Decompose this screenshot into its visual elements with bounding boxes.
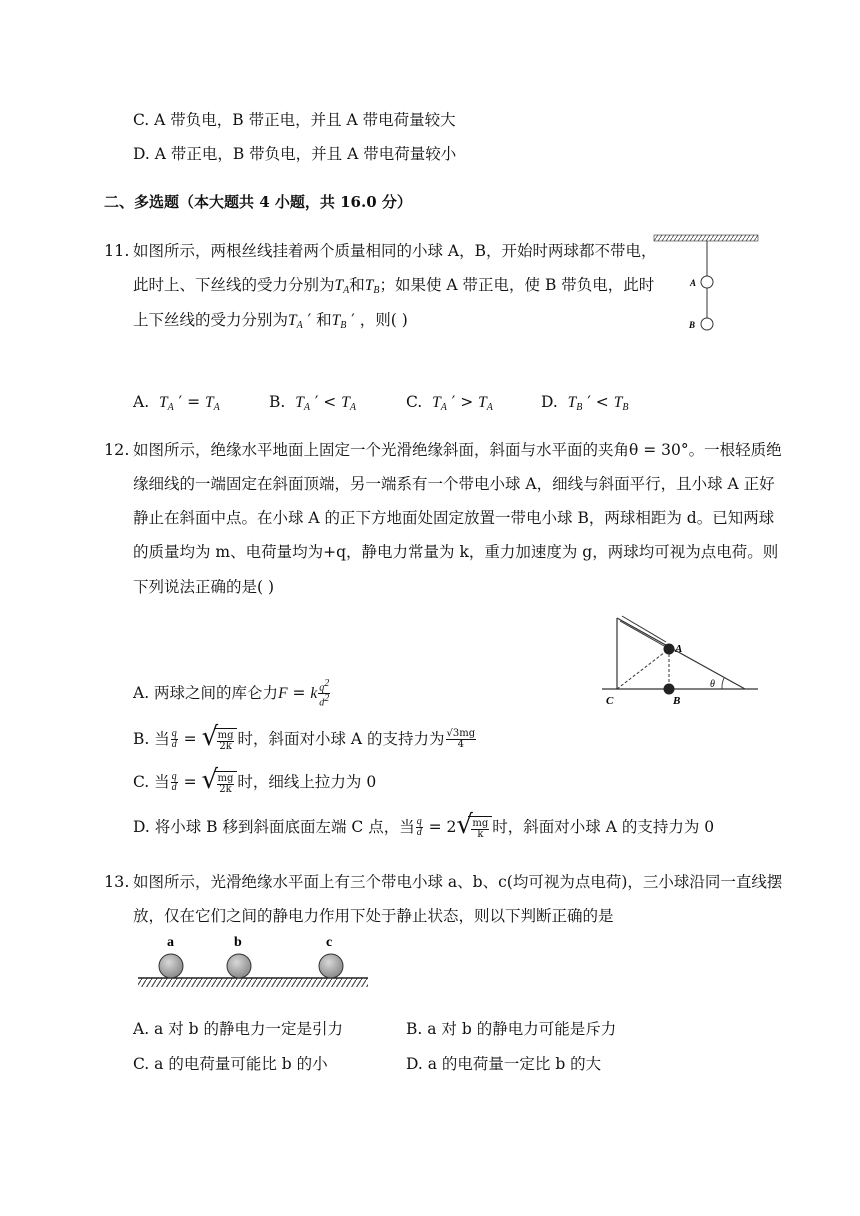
section-heading-multi-choice: 二、多选题（本大题共 4 小题，共 16.0 分） (104, 193, 412, 211)
q11-fig-label-b: B (689, 320, 696, 330)
q10-option-d: D. A 带正电，B 带负电，并且 A 带电荷量较小 (133, 145, 457, 163)
q11-option-b[interactable]: B. $T_A$ ′ < $T_A$ (269, 393, 356, 413)
q10-option-c: C. A 带负电，B 带正电，并且 A 带电荷量较大 (133, 111, 456, 129)
q12-fig-label-a: A (675, 643, 683, 655)
q13-fig-label-a: a (167, 935, 174, 950)
question-number-11: 11. (104, 241, 130, 260)
q12-line-2: 缘细线的一端固定在斜面顶端，另一端系有一个带电小球 A，细线与斜面平行，且小球 A 正好 (133, 475, 775, 493)
q12-fig-theta: θ (710, 679, 715, 690)
q12-option-d[interactable]: D. 将小球 B 移到斜面底面左端 C 点，当 $\frac{q}{d}$ = 2 √ $\frac{mg}{k}$ 时，斜面对小球 A 的支持力为 0 (133, 810, 715, 840)
q13-fig-label-b: b (234, 935, 242, 950)
q13-option-c[interactable]: C. a 的电荷量可能比 b 的小 (133, 1055, 328, 1073)
q11-fig-label-a: A (690, 278, 697, 288)
question-number-13: 13. (104, 872, 130, 891)
question-number-12: 12. (104, 440, 130, 459)
q12-line-5: 下列说法正确的是( ) (133, 578, 275, 596)
q11-hanging-balls-figure (652, 232, 762, 342)
q13-three-balls-figure (136, 932, 372, 994)
q11-option-c[interactable]: C. $T_A$ ′ > $T_A$ (406, 393, 493, 413)
q13-line-2: 放，仅在它们之间的静电力作用下处于静止状态，则以下判断正确的是 (133, 907, 614, 925)
q12-incline-figure (600, 612, 762, 708)
q13-option-d[interactable]: D. a 的电荷量一定比 b 的大 (406, 1055, 602, 1073)
q12-fig-label-c: C (606, 695, 614, 707)
q11-line-1: 如图所示，两根丝线挂着两个质量相同的小球 A，B，开始时两球都不带电， (133, 242, 657, 260)
q12-option-c[interactable]: C. 当 $\frac{q}{d}$ = √ $\frac{mg}{2k}$ 时，细线上拉力为 0 (133, 765, 377, 795)
q13-option-a[interactable]: A. a 对 b 的静电力一定是引力 (133, 1020, 343, 1038)
q12-line-3: 静止在斜面中点。在小球 A 的正下方地面处固定放置一带电小球 B，两球相距为 d。已知两球 (133, 509, 775, 527)
q12-option-a[interactable]: A. 两球之间的库仑力F = k $\frac{q^2}{d^2}$ (133, 678, 330, 709)
q11-option-d[interactable]: D. $T_B$ ′ < $T_B$ (541, 393, 629, 413)
q11-line-3: 上下丝线的受力分别为$T_A$ ′ 和$T_B$ ′ ，则( ) (133, 311, 408, 331)
q11-line-2: 此时上、下丝线的受力分别为$T_A$和$T_B$；如果使 A 带正电，使 B 带负电，此时 (133, 276, 655, 296)
q12-fig-label-b: B (673, 695, 681, 707)
q12-line-4: 的质量均为 m、电荷量均为+q，静电力常量为 k，重力加速度为 g，两球均可视为点电荷。则 (133, 543, 779, 561)
q13-fig-label-c: c (326, 935, 333, 950)
q12-line-1: 如图所示，绝缘水平地面上固定一个光滑绝缘斜面，斜面与水平面的夹角θ = 30°。一根轻质绝 (133, 441, 782, 459)
q12-option-b[interactable]: B. 当 $\frac{q}{d}$ = √ $\frac{mg}{2k}$ 时，斜面对小球 A 的支持力为 $\frac{√3mg}{4}$ (133, 722, 476, 752)
q13-line-1: 如图所示，光滑绝缘水平面上有三个带电小球 a、b、c(均可视为点电荷)，三小球沿同一直线摆 (133, 873, 783, 891)
q11-option-a[interactable]: A. $T_A$ ′ = $T_A$ (133, 393, 220, 413)
q13-option-b[interactable]: B. a 对 b 的静电力可能是斥力 (406, 1020, 617, 1038)
